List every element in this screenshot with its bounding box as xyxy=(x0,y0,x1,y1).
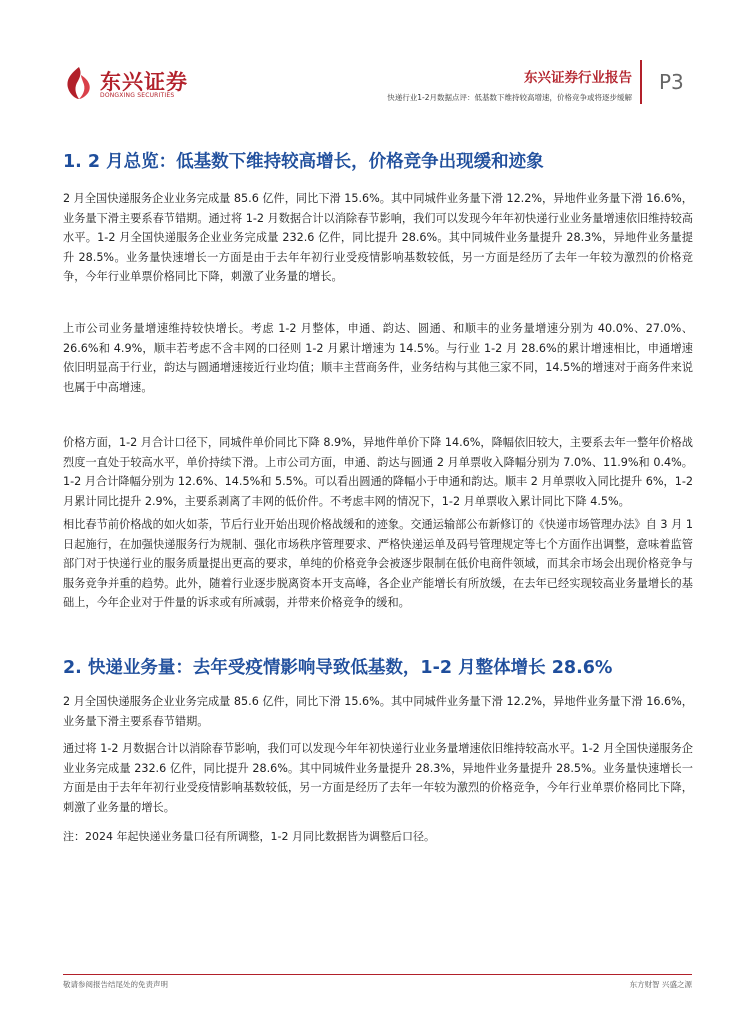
footer-divider xyxy=(63,974,692,975)
logo-chinese-text: 东兴证券 xyxy=(100,70,188,94)
logo-mark-icon xyxy=(64,66,94,100)
section-1-paragraph: 价格方面，1-2 月合计口径下，同城件单价同比下降 8.9%，异地件单价下降 14.6%，降幅依旧较大，主要系去年一整年价格战烈度一直处于较高水平，单价持续下滑。上市公司方面，申通、韵达与圆通 2 月单票收入降幅分别为 7.0%、11.9%和 0.4%。1-2 月合计降幅分别为 12.6%、14.5%和 5.5%。可以看出圆通的降幅小于申通和韵达。顺丰 2 月单票收入同比提升 6%，1-2 月累计同比提升 2.9%，主要系剥离了丰网的低价件。不考虑丰网的情况下，1-2 月单票收入累计同比下降 4.5%。 xyxy=(63,436,693,508)
section-2-heading: 2. 快递业务量：去年受疫情影响导致低基数，1-2 月整体增长 28.6% xyxy=(63,658,613,678)
section-1-paragraph: 相比春节前价格战的如火如荼，节后行业开始出现价格战缓和的迹象。交通运输部公布新修订的《快递市场管理办法》自 3 月 1 日起施行，在加强快递服务行为规制、强化市场秩序管理要求、严格快递运单及码号管理规定等七个方面作出调整，意味着监管部门对于快递行业的服务质量提出更高的要求，单纯的价格竞争会被逐步限制在低价电商件领域，而其余市场会出现价格竞争与服务竞争并重的趋势。此外，随着行业逐步脱离资本开支高峰，各企业产能增长有所放缓，在去年已经实现较高业务量增长的基础上，今年企业对于件量的诉求或有所减弱，并带来价格竞争的缓和。 xyxy=(63,518,693,610)
footer-slogan: 东方财智 兴盛之源 xyxy=(629,980,692,989)
footnote: 注：2024 年起快递业务量口径有所调整，1-2 月同比数据皆为调整后口径。 xyxy=(63,830,435,843)
report-subtitle: 快递行业1-2月数据点评：低基数下维持较高增速，价格竞争或将逐步缓解 xyxy=(387,93,632,102)
section-1-paragraph: 2 月全国快递服务企业业务完成量 85.6 亿件，同比下滑 15.6%。其中同城件业务量下滑 12.2%，异地件业务量下滑 16.6%，业务量下滑主要系春节错期。通过将 1-2 月数据合计以消除春节影响，我们可以发现今年年初快递行业业务量增速依旧维持较高水平。1-2 月全国快递服务企业业务完成量 232.6 亿件，同比提升 28.6%。其中同城件业务量提升 28.3%，异地件业务量提升 28.5%。业务量快速增长一方面是由于去年年初行业受疫情影响基数较低，另一方面是经历了去年一年较为激烈的价格竞争，今年行业单票价格同比下降，刺激了业务量的增长。 xyxy=(63,192,693,284)
section-1-heading: 1. 2 月总览：低基数下维持较高增长，价格竞争出现缓和迹象 xyxy=(63,152,544,172)
report-series-title: 东兴证券行业报告 xyxy=(524,70,632,86)
section-1-paragraph: 上市公司业务量增速维持较快增长。考虑 1-2 月整体，申通、韵达、圆通、和顺丰的业务量增速分别为 40.0%、27.0%、26.6%和 4.9%，顺丰若考虑不含丰网的口径则 1-2 月累计增速为 14.5%。与行业 1-2 月 28.6%的累计增速相比，申通增速依旧明显高于行业，韵达与圆通增速接近行业均值；顺丰主营商务件，业务结构与其他三家不同，14.5%的增速对于商务件来说也属于中高增速。 xyxy=(63,322,693,394)
section-2-paragraph: 通过将 1-2 月数据合计以消除春节影响，我们可以发现今年年初快递行业业务量增速依旧维持较高水平。1-2 月全国快递服务企业业务完成量 232.6 亿件，同比提升 28.6%。其中同城件业务量提升 28.3%，异地件业务量提升 28.5%。业务量快速增长一方面是由于去年年初行业受疫情影响基数较低，另一方面是经历了去年一年较为激烈的价格竞争，今年行业单票价格同比下降，刺激了业务量的增长。 xyxy=(63,742,693,814)
section-2-paragraph: 2 月全国快递服务企业业务完成量 85.6 亿件，同比下滑 15.6%。其中同城件业务量下滑 12.2%，异地件业务量下滑 16.6%，业务量下滑主要系春节错期。 xyxy=(63,695,693,728)
page-header xyxy=(0,0,755,112)
company-logo xyxy=(64,64,188,104)
footer-disclaimer: 敬请参阅报告结尾处的免责声明 xyxy=(63,980,168,989)
header-divider xyxy=(640,60,642,104)
page-number: P3 xyxy=(659,70,684,94)
logo-english-text: DONGXING SECURITIES xyxy=(100,92,175,99)
